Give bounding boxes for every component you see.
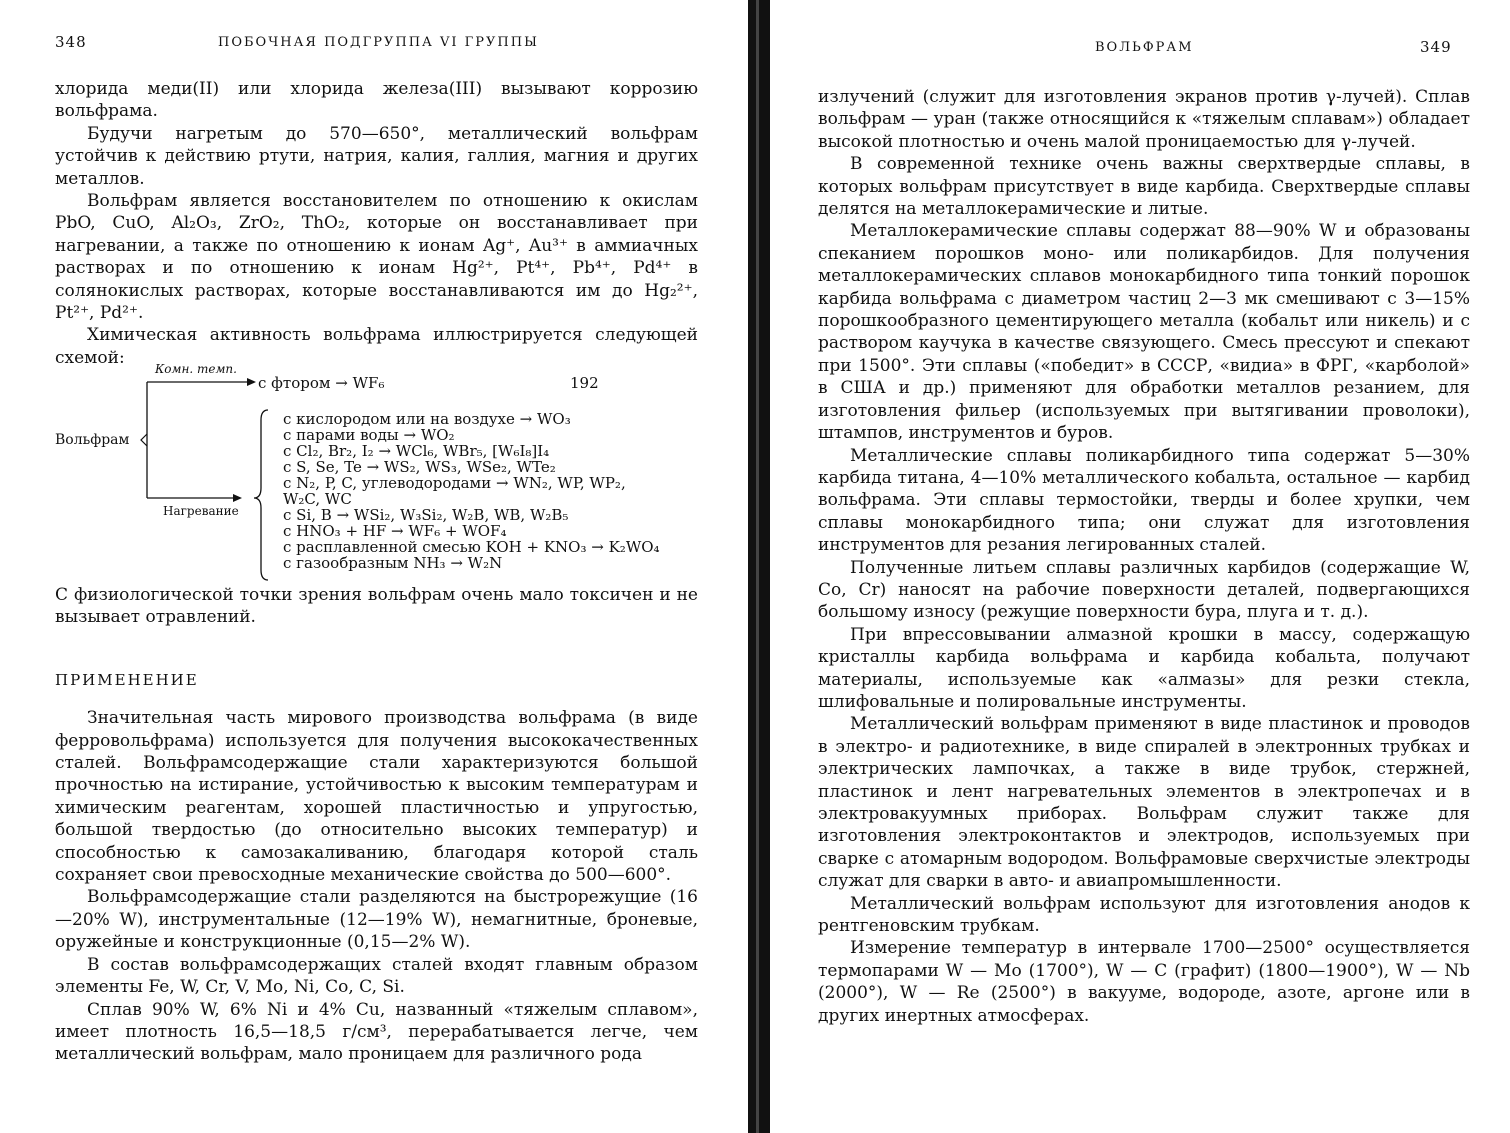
running-head-right: ВОЛЬФРАМ: [1095, 40, 1194, 55]
left-text-top: [55, 78, 698, 369]
left-page: [0, 0, 748, 1133]
scheme-item: с расплавленной смесью KOH + KNO₃ → K₂WO₄: [283, 538, 660, 556]
scheme-item: W₂C, WC: [283, 490, 352, 508]
paragraph: излучений (служит для изготовления экранов против γ-лучей). Сплав вольфрам — уран (также относящийся к «тяжелым сплавам») обладает высокой плотностью и очень малой проницаемостью для γ-лучей.: [818, 87, 1470, 152]
running-head-left: ПОБОЧНАЯ ПОДГРУППА VI ГРУППЫ: [218, 35, 539, 50]
book-spine: [748, 0, 770, 1133]
paragraph: При впрессовывании алмазной крошки в массу, содержащую кристаллы карбида вольфрама и карбида кобальта, получают материалы, используемые как «алмазы» для резки стекла, шлифовальные и полировальные инструменты.: [818, 624, 1470, 712]
scheme-item: с Cl₂, Br₂, I₂ → WCl₆, WBr₅, [W₆I₈]I₄: [283, 442, 550, 460]
scheme-item: с Si, B → WSi₂, W₃Si₂, W₂B, WB, W₂B₅: [283, 506, 569, 524]
page-number-left: 348: [55, 33, 87, 51]
paragraph: Полученные литьем сплавы различных карбидов (содержащие W, Co, Cr) наносят на рабочие поверхности деталей, подвергающихся большому износу (режущие поверхности бура, плуга и т. д.).: [818, 557, 1470, 623]
right-page: [770, 0, 1510, 1133]
scheme-root: Вольфрам: [55, 432, 130, 448]
paragraph: Химическая активность вольфрама иллюстрируется следующей схемой:: [55, 325, 698, 368]
scheme-item: с парами воды → WO₂: [283, 426, 455, 444]
paragraph: Металлический вольфрам применяют в виде пластинок и проводов в электро- и радиотехнике, в виде спиралей в электронных трубках и электрических лампочках, а также в виде трубок, стержней, пластинок и лент нагревательных элементов в электропечах и в электровакуумных приборах. Вольфрам служит также для изготовления электроконтактов и электродов, используемых при сварке с атомарным водородом. Вольфрамовые сверхчистые электроды служат для сварки в авто- и авиапромышленности.: [818, 714, 1470, 892]
left-text-bottom: [55, 584, 698, 1066]
scheme-item: с N₂, P, C, углеводородами → WN₂, WP, WP₂,: [283, 474, 626, 492]
scheme-item-fluorine: с фтором → WF₆: [258, 374, 385, 392]
paragraph: Вольфрам является восстановителем по отношению к окислам PbO, CuO, Al₂O₃, ZrO₂, ThO₂, которые он восстанавливает при нагревании, а также по отношению к ионам Ag⁺, Au³⁺ в аммиачных растворах и по отношению к ионам Hg²⁺, Pt⁴⁺, Pb⁴⁺, Pd⁴⁺ в солянокислых растворах, которые восстанавливаются им до Hg₂²⁺, Pt²⁺, Pd²⁺.: [55, 191, 698, 324]
paragraph: Металлический вольфрам используют для изготовления анодов к рентгеновским трубкам.: [818, 893, 1470, 937]
paragraph: Сплав 90% W, 6% Ni и 4% Cu, названный «тяжелым сплавом», имеет плотность 16,5—18,5 г/см³, перерабатывается легче, чем металлический вольфрам, мало проницаем для различного рода: [55, 999, 698, 1065]
page-mark: 192: [570, 374, 599, 392]
paragraph: Вольфрамсодержащие стали разделяются на быстрорежущие (16—20% W), инструментальные (12—19% W), немагнитные, броневые, оружейные и конструкционные (0,15—2% W).: [55, 887, 698, 953]
right-text: [818, 86, 1470, 1027]
paragraph: хлорида меди(II) или хлорида железа(III) вызывают коррозию вольфрама.: [55, 79, 698, 122]
paragraph: С физиологической точки зрения вольфрам очень мало токсичен и не вызывает отравлений.: [55, 585, 698, 628]
branch-label-heating: Нагревание: [163, 504, 239, 518]
paragraph: Металлокерамические сплавы содержат 88—90% W и образованы спеканием порошков моно- или поликарбидов. Для получения металлокерамических сплавов монокарбидного типа тонкий порошок карбида вольфрама с диаметром частиц 2—3 мк смешивают с 3—15% порошкообразного цементирующего металла (кобальт или никель) и с раствором каучука в качестве связующего. Смесь прессуют и спекают при 1500°. Эти сплавы («победит» в СССР, «видиа» в ФРГ, «карболой» в США и др.) применяют для обработки металлов резанием, для изготовления фильер (используемых при вытягивании проволоки), штампов, инструментов и буров.: [818, 221, 1470, 444]
branch-label-room-temp: Комн. темп.: [155, 362, 237, 376]
scheme-item: с HNO₃ + HF → WF₆ + WOF₄: [283, 522, 507, 540]
scheme-item: с S, Se, Te → WS₂, WS₃, WSe₂, WTe₂: [283, 458, 556, 476]
reaction-scheme: [55, 360, 715, 585]
paragraph: В современной технике очень важны сверхтвердые сплавы, в которых вольфрам присутствует в виде карбида. Сверхтвердые сплавы делятся на металлокерамические и литые.: [818, 154, 1470, 220]
paragraph: Металлические сплавы поликарбидного типа содержат 5—30% карбида титана, 4—10% металлического кобальта, остальное — карбид вольфрама. Эти сплавы термостойки, тверды и более хрупки, чем сплавы монокарбидного типа; они служат для изготовления инструментов для резания легированных сталей.: [818, 445, 1470, 556]
paragraph: Значительная часть мирового производства вольфрама (в виде ферровольфрама) используется для получения высококачественных сталей. Вольфрамсодержащие стали характеризуются большой прочностью на истирание, устойчивостью к высоким температурам и химическим реагентам, хорошей пластичностью и упругостью, большой твердостью (до относительно высоких температур) и способностью к самозакаливанию, благодаря которой сталь сохраняет свои превосходные механические свойства до 500—600°.: [55, 708, 698, 886]
paragraph: Измерение температур в интервале 1700—2500° осуществляется термопарами W — Mo (1700°), W — C (графит) (1800—1900°), W — Nb (2000°), W — Re (2500°) в вакууме, водороде, азоте, аргоне или в других инертных атмосферах.: [818, 938, 1470, 1026]
page-number-right: 349: [1420, 38, 1452, 56]
paragraph: В состав вольфрамсодержащих сталей входят главным образом элементы Fe, W, Cr, V, Mo, Ni, Co, C, Si.: [55, 954, 698, 998]
scheme-item: с газообразным NH₃ → W₂N: [283, 554, 503, 572]
paragraph: Будучи нагретым до 570—650°, металлический вольфрам устойчив к действию ртути, натрия, калия, галлия, магния и других металлов.: [55, 123, 698, 189]
section-heading: ПРИМЕНЕНИЕ: [55, 670, 199, 689]
scheme-item: с кислородом или на воздухе → WO₃: [283, 410, 571, 428]
